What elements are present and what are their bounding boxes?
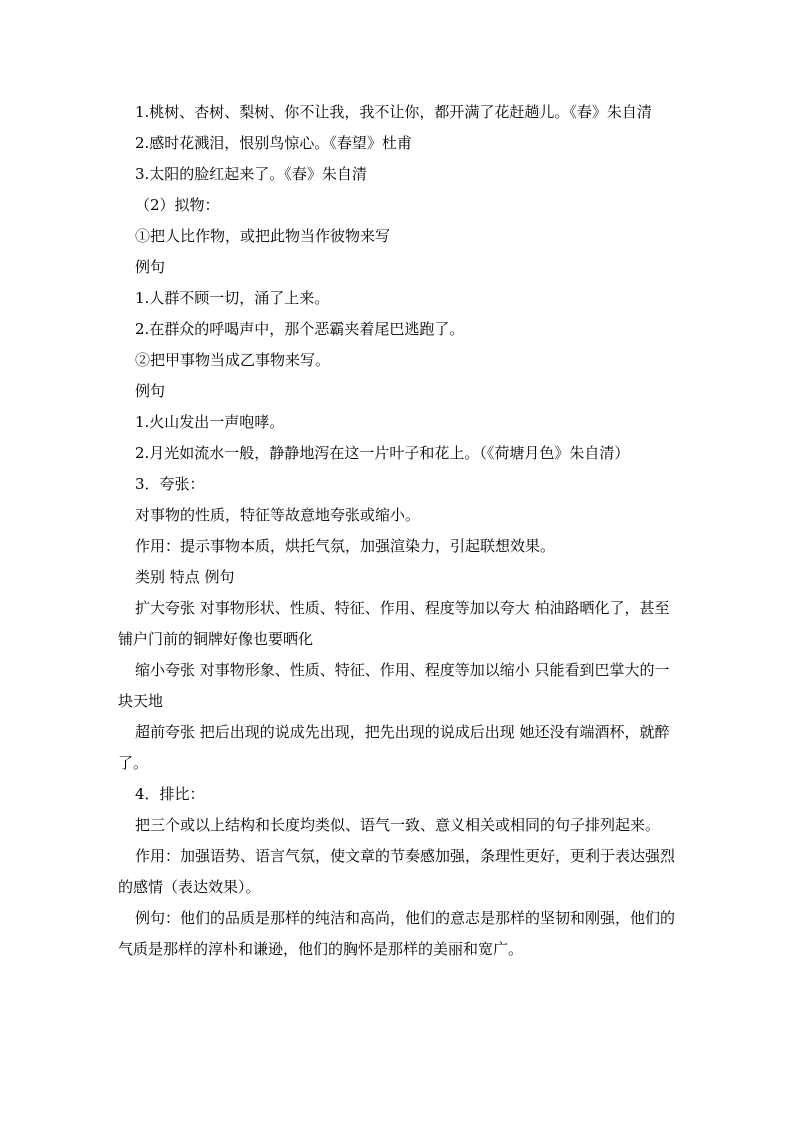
paragraph: 例句 [135,382,166,400]
paragraph: 3.太阳的脸红起来了。《春》朱自清 [135,165,367,183]
paragraph: 超前夸张 把后出现的说成先出现，把先出现的说成后出现 她还没有端酒杯，就醉了。 [118,723,670,772]
paragraph: 类别 特点 例句 [135,568,235,586]
paragraph: 1.人群不顾一切，涌了上来。 [135,289,330,307]
paragraph: 2.感时花溅泪，恨别鸟惊心。《春望》杜甫 [135,134,412,152]
paragraph: ②把甲事物当成乙事物来写。 [135,351,331,369]
paragraph: 作用：加强语势、语言气氛，使文章的节奏感加强，条理性更好，更利于表达强烈的感情（表达效果）。 [118,847,676,896]
paragraph: 例句 [135,258,166,276]
paragraph: 缩小夸张 对事物形象、性质、特征、作用、程度等加以缩小 只能看到巴掌大的一块天地 [118,661,670,710]
paragraph: 4．排比： [135,785,205,803]
paragraph: 例句：他们的品质是那样的纯洁和高尚，他们的意志是那样的坚韧和刚强，他们的气质是那样的淳朴和谦逊，他们的胸怀是那样的美丽和宽广。 [118,909,676,958]
paragraph: 1.桃树、杏树、梨树、你不让我，我不让你，都开满了花赶趟儿。《春》朱自清 [135,103,652,121]
paragraph: （2）拟物： [135,196,220,214]
paragraph: 扩大夸张 对事物形状、性质、特征、作用、程度等加以夸大 柏油路晒化了，甚至铺户门前的铜牌好像也要晒化 [118,599,670,648]
paragraph: 作用：提示事物本质，烘托气氛，加强渲染力，引起联想效果。 [135,537,556,555]
paragraph: 把三个或以上结构和长度均类似、语气一致、意义相关或相同的句子排列起来。 [135,816,661,834]
document-body [118,97,678,965]
paragraph: 对事物的性质，特征等故意地夸张或缩小。 [135,506,421,524]
paragraph: ①把人比作物，或把此物当作彼物来写 [135,227,391,245]
paragraph: 1.火山发出一声咆哮。 [135,413,285,431]
paragraph: 3．夸张： [135,475,205,493]
paragraph: 2.在群众的呼喝声中，那个恶霸夹着尾巴逃跑了。 [135,320,465,338]
paragraph: 2.月光如流水一般，静静地泻在这一片叶子和花上。（《荷塘月色》朱自清） [135,444,630,462]
